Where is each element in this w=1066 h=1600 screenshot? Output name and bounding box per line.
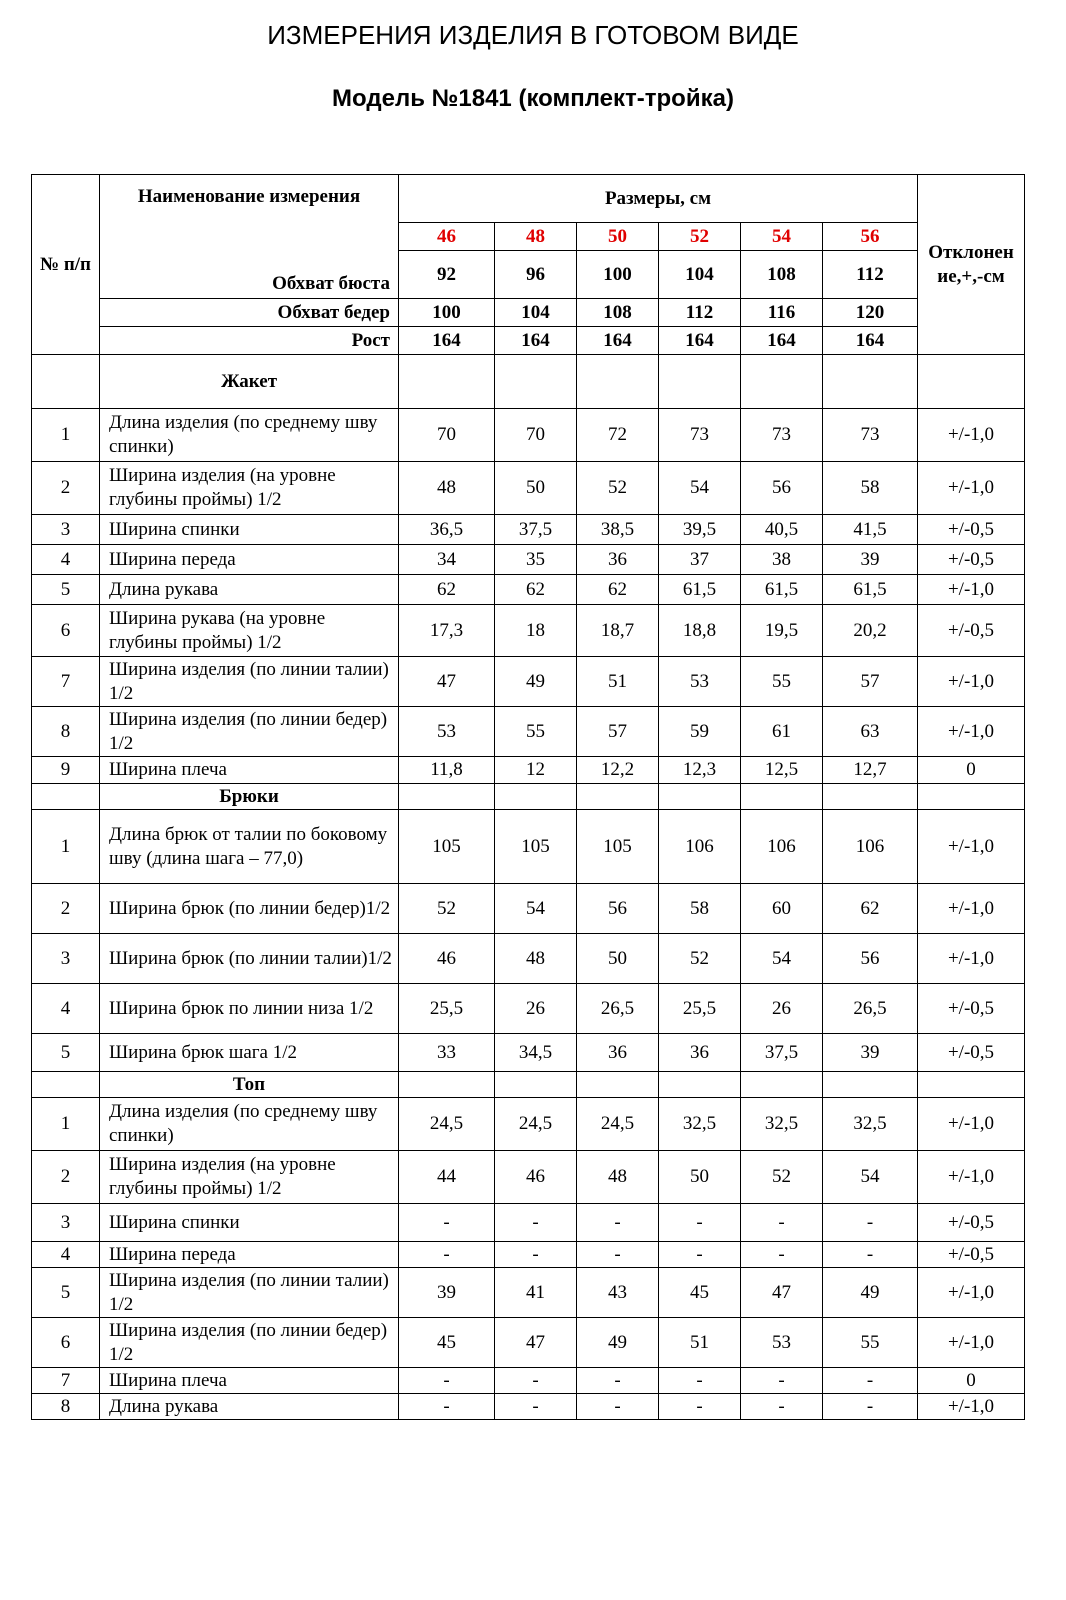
measurement-value: 33 (399, 1034, 495, 1072)
measurement-value: 62 (495, 575, 577, 605)
row-number: 4 (32, 1242, 100, 1268)
table-row (32, 409, 1025, 462)
table-row (32, 462, 1025, 515)
hips-value: 100 (399, 299, 495, 327)
measurement-name: Ширина изделия (по линии бедер) 1/2 (100, 707, 399, 757)
measurement-value: 54 (495, 884, 577, 934)
measurement-name: Ширина брюк по линии низа 1/2 (100, 984, 399, 1034)
measurement-value: 18 (495, 605, 577, 657)
measurement-value: 36,5 (399, 515, 495, 545)
measurement-name: Ширина брюк шага 1/2 (100, 1034, 399, 1072)
table-row (32, 1204, 1025, 1242)
measurement-value: 45 (399, 1318, 495, 1368)
measurement-value: 57 (823, 657, 918, 707)
row-number: 4 (32, 984, 100, 1034)
empty-cell (659, 355, 741, 409)
measurement-value: 36 (659, 1034, 741, 1072)
measurement-value: 55 (823, 1318, 918, 1368)
measurement-value: 61 (741, 707, 823, 757)
measurement-value: - (659, 1242, 741, 1268)
measurement-value: 37,5 (741, 1034, 823, 1072)
row-number: 2 (32, 462, 100, 515)
name-header: Наименование измерения (137, 186, 361, 207)
row-number: 3 (32, 1204, 100, 1242)
measurement-value: 38,5 (577, 515, 659, 545)
measurement-value: 58 (659, 884, 741, 934)
empty-cell (399, 355, 495, 409)
measurement-value: 46 (399, 934, 495, 984)
section-header-row (32, 355, 1025, 409)
measurement-value: 105 (399, 810, 495, 884)
bust-value: 104 (659, 251, 741, 299)
hips-value: 120 (823, 299, 918, 327)
empty-cell (577, 784, 659, 810)
empty-cell (495, 1072, 577, 1098)
hips-label: Обхват бедер (100, 299, 399, 327)
measurement-value: 26 (741, 984, 823, 1034)
row-number: 3 (32, 515, 100, 545)
table-row (32, 1394, 1025, 1420)
height-value: 164 (495, 327, 577, 355)
measurement-name: Ширина изделия (по линии бедер) 1/2 (100, 1318, 399, 1368)
measurement-value: - (823, 1368, 918, 1394)
measurement-value: 12 (495, 757, 577, 784)
measurement-value: 36 (577, 1034, 659, 1072)
measurement-value: 56 (741, 462, 823, 515)
deviation-value: +/-1,0 (918, 1268, 1025, 1318)
document-title: ИЗМЕРЕНИЯ ИЗДЕЛИЯ В ГОТОВОМ ВИДЕ (267, 20, 799, 50)
measurement-name: Ширина плеча (100, 1368, 399, 1394)
measurement-value: 34,5 (495, 1034, 577, 1072)
empty-cell (659, 1072, 741, 1098)
measurement-value: 62 (399, 575, 495, 605)
measurement-value: 61,5 (823, 575, 918, 605)
deviation-value: +/-1,0 (918, 810, 1025, 884)
measurement-value: - (659, 1204, 741, 1242)
table-row (32, 934, 1025, 984)
measurement-value: - (495, 1242, 577, 1268)
measurement-value: 49 (495, 657, 577, 707)
measurement-value: 58 (823, 462, 918, 515)
deviation-header: Отклонение,+,-см (918, 175, 1025, 355)
measurement-name: Ширина изделия (на уровне глубины проймы) 1/2 (100, 462, 399, 515)
size-header: 54 (741, 223, 823, 251)
measurement-value: - (399, 1242, 495, 1268)
measurement-name: Ширина изделия (по линии талии) 1/2 (100, 657, 399, 707)
measurements-table-body (32, 175, 1025, 1420)
measurement-value: 54 (823, 1151, 918, 1204)
measurement-value: 53 (659, 657, 741, 707)
measurement-value: 70 (399, 409, 495, 462)
deviation-value: 0 (918, 757, 1025, 784)
measurement-value: 48 (577, 1151, 659, 1204)
measurement-name: Ширина плеча (100, 757, 399, 784)
measurement-value: 18,8 (659, 605, 741, 657)
table-row (32, 884, 1025, 934)
bust-label: Обхват бюста (272, 273, 390, 294)
row-number: 2 (32, 884, 100, 934)
table-row (32, 1268, 1025, 1318)
measurement-value: - (577, 1394, 659, 1420)
measurement-value: - (659, 1394, 741, 1420)
table-row (32, 1098, 1025, 1151)
table-row (32, 984, 1025, 1034)
measurement-value: 12,5 (741, 757, 823, 784)
sizes-header: Размеры, см (399, 175, 918, 223)
bust-value: 92 (399, 251, 495, 299)
measurement-name: Ширина переда (100, 1242, 399, 1268)
measurement-value: 52 (659, 934, 741, 984)
measurement-value: 47 (495, 1318, 577, 1368)
measurement-value: - (823, 1204, 918, 1242)
measurement-value: 18,7 (577, 605, 659, 657)
measurement-value: 50 (577, 934, 659, 984)
table-row (32, 545, 1025, 575)
measurement-value: 51 (577, 657, 659, 707)
measurement-value: 25,5 (659, 984, 741, 1034)
table-row (32, 1368, 1025, 1394)
height-value: 164 (659, 327, 741, 355)
measurement-value: - (399, 1368, 495, 1394)
height-value: 164 (823, 327, 918, 355)
deviation-value: +/-0,5 (918, 605, 1025, 657)
measurement-name: Ширина рукава (на уровне глубины проймы) 1/2 (100, 605, 399, 657)
measurement-value: - (741, 1242, 823, 1268)
measurement-value: 40,5 (741, 515, 823, 545)
measurement-value: 61,5 (741, 575, 823, 605)
row-number: 8 (32, 1394, 100, 1420)
section-num-cell (32, 1072, 100, 1098)
measurement-name: Ширина спинки (100, 515, 399, 545)
table-row (32, 605, 1025, 657)
row-number: 5 (32, 1268, 100, 1318)
table-row (32, 1034, 1025, 1072)
measurement-value: 34 (399, 545, 495, 575)
measurement-value: 56 (823, 934, 918, 984)
measurement-value: 73 (823, 409, 918, 462)
bust-value: 108 (741, 251, 823, 299)
row-number: 5 (32, 1034, 100, 1072)
header-row-height (32, 327, 1025, 355)
measurement-value: 52 (399, 884, 495, 934)
height-value: 164 (741, 327, 823, 355)
measurement-value: - (495, 1368, 577, 1394)
empty-cell (918, 784, 1025, 810)
measurement-value: 57 (577, 707, 659, 757)
measurement-value: 12,7 (823, 757, 918, 784)
deviation-value: +/-1,0 (918, 1318, 1025, 1368)
measurement-value: - (823, 1242, 918, 1268)
measurement-value: - (659, 1368, 741, 1394)
measurement-value: 26 (495, 984, 577, 1034)
measurement-value: 43 (577, 1268, 659, 1318)
measurement-value: 39 (399, 1268, 495, 1318)
measurement-value: 47 (399, 657, 495, 707)
measurement-value: - (399, 1204, 495, 1242)
table-row (32, 707, 1025, 757)
hips-value: 116 (741, 299, 823, 327)
measurement-value: 50 (659, 1151, 741, 1204)
measurement-value: - (741, 1368, 823, 1394)
measurement-value: 49 (823, 1268, 918, 1318)
deviation-value: +/-1,0 (918, 462, 1025, 515)
deviation-value: +/-1,0 (918, 934, 1025, 984)
measurement-value: 70 (495, 409, 577, 462)
hips-value: 108 (577, 299, 659, 327)
deviation-value: +/-0,5 (918, 1204, 1025, 1242)
hips-value: 112 (659, 299, 741, 327)
bust-value: 100 (577, 251, 659, 299)
measurement-value: 55 (741, 657, 823, 707)
measurement-value: 38 (741, 545, 823, 575)
deviation-value: +/-0,5 (918, 984, 1025, 1034)
hips-value: 104 (495, 299, 577, 327)
section-title: Жакет (100, 355, 399, 409)
empty-cell (577, 1072, 659, 1098)
size-header: 56 (823, 223, 918, 251)
measurement-value: 53 (399, 707, 495, 757)
measurement-value: 12,3 (659, 757, 741, 784)
measurement-value: 72 (577, 409, 659, 462)
deviation-value: +/-1,0 (918, 575, 1025, 605)
measurement-value: 41 (495, 1268, 577, 1318)
bust-value: 112 (823, 251, 918, 299)
empty-cell (399, 784, 495, 810)
measurement-value: 39,5 (659, 515, 741, 545)
row-number: 1 (32, 810, 100, 884)
measurement-name: Ширина брюк (по линии талии)1/2 (100, 934, 399, 984)
table-row (32, 757, 1025, 784)
bust-value: 96 (495, 251, 577, 299)
measurement-value: - (741, 1394, 823, 1420)
measurement-value: 105 (495, 810, 577, 884)
table-row (32, 515, 1025, 545)
measurement-value: 46 (495, 1151, 577, 1204)
deviation-value: +/-1,0 (918, 884, 1025, 934)
empty-cell (741, 1072, 823, 1098)
row-number: 8 (32, 707, 100, 757)
measurement-value: - (495, 1394, 577, 1420)
measurement-value: 55 (495, 707, 577, 757)
section-num-cell (32, 355, 100, 409)
deviation-value: +/-1,0 (918, 409, 1025, 462)
measurements-table (31, 174, 1025, 1420)
measurement-name: Ширина переда (100, 545, 399, 575)
measurement-value: 41,5 (823, 515, 918, 545)
table-row (32, 1242, 1025, 1268)
measurement-value: 106 (659, 810, 741, 884)
measurement-value: 73 (659, 409, 741, 462)
empty-cell (918, 1072, 1025, 1098)
measurement-value: 32,5 (659, 1098, 741, 1151)
row-number: 9 (32, 757, 100, 784)
section-num-cell (32, 784, 100, 810)
measurement-value: 25,5 (399, 984, 495, 1034)
measurement-value: 62 (823, 884, 918, 934)
measurement-value: 32,5 (741, 1098, 823, 1151)
measurement-value: 37,5 (495, 515, 577, 545)
empty-cell (823, 355, 918, 409)
measurement-value: 47 (741, 1268, 823, 1318)
measurement-value: 52 (741, 1151, 823, 1204)
measurement-value: 44 (399, 1151, 495, 1204)
measurement-value: 51 (659, 1318, 741, 1368)
section-title: Топ (100, 1072, 399, 1098)
measurement-name: Длина рукава (100, 1394, 399, 1420)
measurement-name: Длина изделия (по среднему шву спинки) (100, 1098, 399, 1151)
empty-cell (823, 784, 918, 810)
row-number: 6 (32, 605, 100, 657)
measurement-value: 54 (741, 934, 823, 984)
measurement-value: 36 (577, 545, 659, 575)
measurement-value: - (577, 1204, 659, 1242)
measurement-value: 32,5 (823, 1098, 918, 1151)
measurement-value: 19,5 (741, 605, 823, 657)
measurement-value: 73 (741, 409, 823, 462)
measurement-value: 48 (495, 934, 577, 984)
height-value: 164 (577, 327, 659, 355)
height-label: Рост (100, 327, 399, 355)
empty-cell (741, 784, 823, 810)
measurement-value: 105 (577, 810, 659, 884)
measurement-value: - (495, 1204, 577, 1242)
empty-cell (741, 355, 823, 409)
measurement-value: 39 (823, 545, 918, 575)
deviation-value: +/-0,5 (918, 515, 1025, 545)
measurement-name: Длина изделия (по среднему шву спинки) (100, 409, 399, 462)
measurement-value: 53 (741, 1318, 823, 1368)
measurement-value: 39 (823, 1034, 918, 1072)
measurement-value: 59 (659, 707, 741, 757)
num-header: № п/п (32, 175, 100, 355)
measurement-value: - (577, 1368, 659, 1394)
measurement-value: 56 (577, 884, 659, 934)
row-number: 1 (32, 409, 100, 462)
name-header-cell (100, 175, 399, 299)
row-number: 4 (32, 545, 100, 575)
size-header: 50 (577, 223, 659, 251)
measurement-value: - (741, 1204, 823, 1242)
row-number: 2 (32, 1151, 100, 1204)
empty-cell (495, 355, 577, 409)
measurement-value: 54 (659, 462, 741, 515)
document-subtitle: Модель №1841 (комплект-тройка) (332, 85, 734, 112)
row-number: 3 (32, 934, 100, 984)
measurement-value: 62 (577, 575, 659, 605)
section-header-row (32, 1072, 1025, 1098)
measurement-value: - (399, 1394, 495, 1420)
measurement-value: 60 (741, 884, 823, 934)
measurement-value: 26,5 (823, 984, 918, 1034)
row-number: 6 (32, 1318, 100, 1368)
measurement-value: 20,2 (823, 605, 918, 657)
measurement-value: 106 (741, 810, 823, 884)
measurement-value: 12,2 (577, 757, 659, 784)
measurement-name: Ширина изделия (на уровне глубины проймы) 1/2 (100, 1151, 399, 1204)
measurement-value: - (823, 1394, 918, 1420)
empty-cell (659, 784, 741, 810)
size-header: 52 (659, 223, 741, 251)
row-number: 5 (32, 575, 100, 605)
measurement-value: 45 (659, 1268, 741, 1318)
header-row-sizes-label (32, 175, 1025, 223)
measurement-value: 50 (495, 462, 577, 515)
table-row (32, 810, 1025, 884)
row-number: 7 (32, 1368, 100, 1394)
table-row (32, 575, 1025, 605)
deviation-value: +/-1,0 (918, 1098, 1025, 1151)
measurement-value: - (577, 1242, 659, 1268)
measurement-value: 26,5 (577, 984, 659, 1034)
measurement-value: 49 (577, 1318, 659, 1368)
measurement-value: 106 (823, 810, 918, 884)
row-number: 1 (32, 1098, 100, 1151)
measurement-value: 24,5 (577, 1098, 659, 1151)
deviation-value: 0 (918, 1368, 1025, 1394)
empty-cell (918, 355, 1025, 409)
deviation-value: +/-0,5 (918, 545, 1025, 575)
measurement-name: Ширина изделия (по линии талии) 1/2 (100, 1268, 399, 1318)
section-title: Брюки (100, 784, 399, 810)
deviation-value: +/-0,5 (918, 1034, 1025, 1072)
measurement-value: 11,8 (399, 757, 495, 784)
measurement-value: 24,5 (399, 1098, 495, 1151)
header-row-hips (32, 299, 1025, 327)
measurement-name: Ширина брюк (по линии бедер)1/2 (100, 884, 399, 934)
deviation-value: +/-1,0 (918, 707, 1025, 757)
deviation-value: +/-1,0 (918, 1394, 1025, 1420)
table-row (32, 1318, 1025, 1368)
measurement-value: 17,3 (399, 605, 495, 657)
measurement-name: Ширина спинки (100, 1204, 399, 1242)
measurement-value: 35 (495, 545, 577, 575)
measurement-value: 37 (659, 545, 741, 575)
measurement-value: 48 (399, 462, 495, 515)
table-row (32, 1151, 1025, 1204)
row-number: 7 (32, 657, 100, 707)
deviation-value: +/-0,5 (918, 1242, 1025, 1268)
measurement-value: 24,5 (495, 1098, 577, 1151)
empty-cell (399, 1072, 495, 1098)
empty-cell (495, 784, 577, 810)
deviation-value: +/-1,0 (918, 1151, 1025, 1204)
section-header-row (32, 784, 1025, 810)
measurement-value: 61,5 (659, 575, 741, 605)
deviation-value: +/-1,0 (918, 657, 1025, 707)
measurement-name: Длина брюк от талии по боковому шву (длина шага – 77,0) (100, 810, 399, 884)
size-header: 46 (399, 223, 495, 251)
height-value: 164 (399, 327, 495, 355)
empty-cell (577, 355, 659, 409)
empty-cell (823, 1072, 918, 1098)
measurement-name: Длина рукава (100, 575, 399, 605)
measurement-value: 52 (577, 462, 659, 515)
measurement-value: 63 (823, 707, 918, 757)
table-row (32, 657, 1025, 707)
size-header: 48 (495, 223, 577, 251)
